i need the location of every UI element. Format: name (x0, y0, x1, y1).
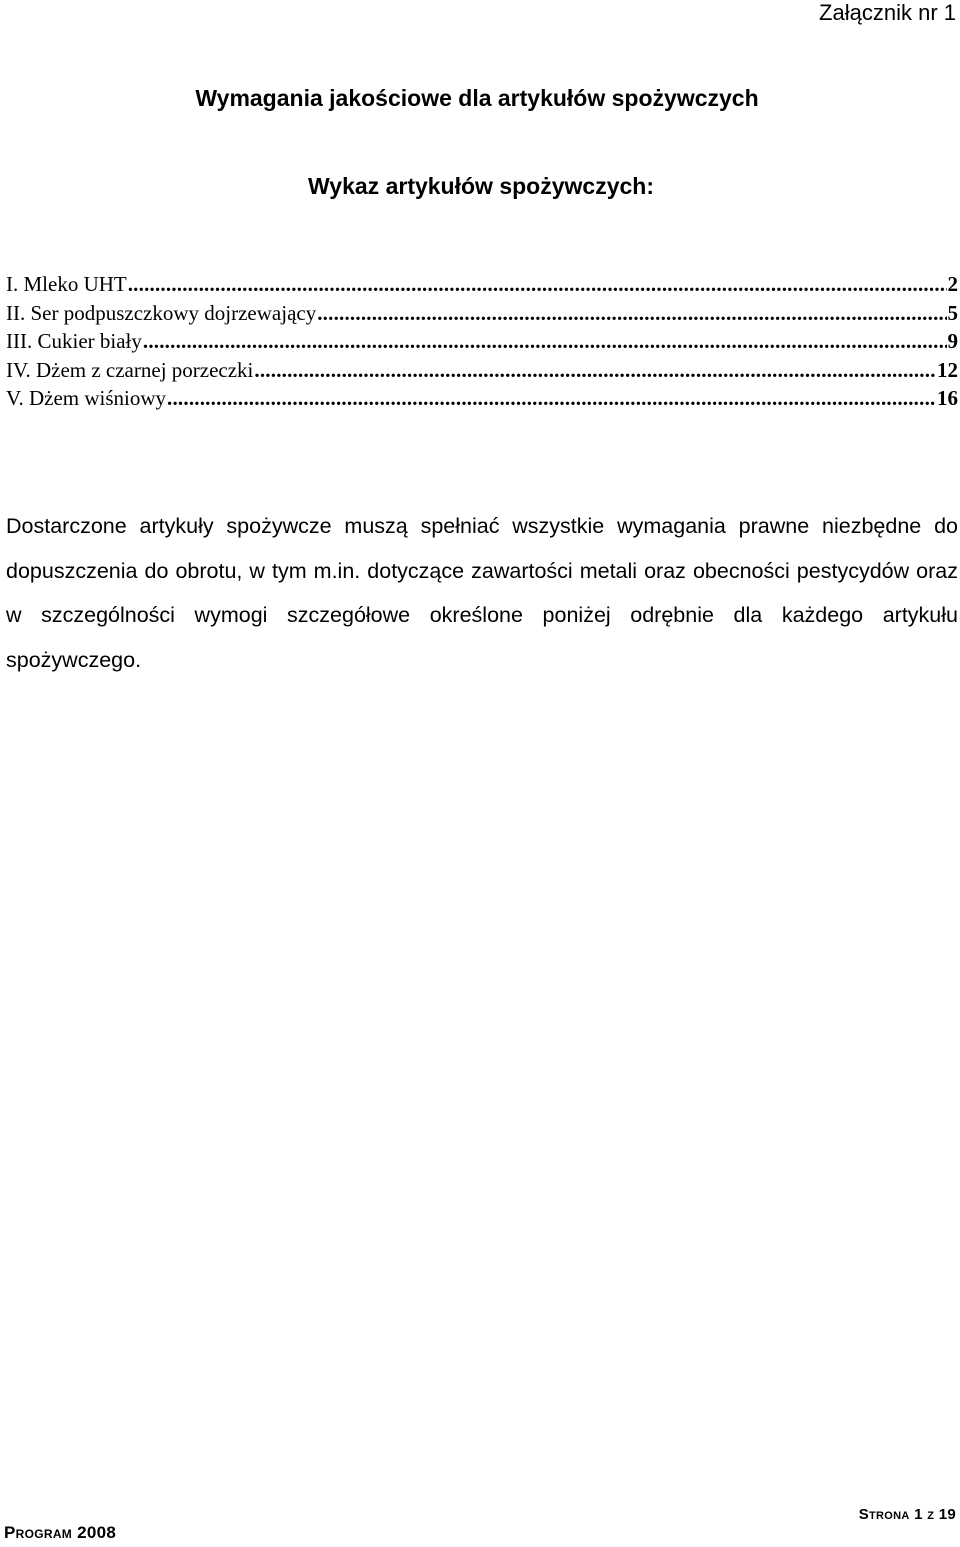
annex-label: Załącznik nr 1 (819, 0, 956, 25)
footer-program: Program 2008 (4, 1523, 117, 1542)
toc-entry[interactable] (6, 270, 958, 298)
toc-entry-label: V. Dżem wiśniowy (6, 386, 167, 410)
document-subtitle: Wykaz artykułów spożywczych: (308, 173, 654, 199)
toc-entry-page: 9 (947, 329, 958, 353)
toc-entry-page: 2 (947, 272, 958, 296)
intro-paragraph: Dostarczone artykuły spożywcze muszą spełniać wszystkie wymagania prawne niezbędne do dopuszczenia do obrotu, w tym m.in. dotyczące zawartości metali oraz obecności pestycydów oraz w szczególności wymogi szczegółowe określone poniżej odrębnie dla każdego artykułu spożywczego. (6, 514, 958, 672)
toc-leader-dots (143, 327, 947, 355)
toc-leader-dots (254, 356, 936, 384)
toc-entry[interactable] (6, 327, 958, 355)
page-number: Strona 1 z 19 (858, 1506, 956, 1523)
toc-entry[interactable] (6, 299, 958, 327)
toc-entry-label: I. Mleko UHT (6, 272, 127, 296)
document-title: Wymagania jakościowe dla artykułów spożywczych (195, 85, 759, 111)
toc-entry-page: 16 (937, 386, 958, 410)
toc-entry-label: II. Ser podpuszczkowy dojrzewający (6, 300, 317, 325)
toc-entry[interactable] (6, 356, 958, 384)
toc-entry-page: 12 (937, 357, 958, 382)
toc-entry-label: III. Cukier biały (6, 329, 142, 353)
toc-leader-dots (317, 299, 946, 327)
toc-entry[interactable] (6, 384, 958, 412)
table-of-contents (6, 270, 958, 413)
toc-leader-dots (128, 270, 947, 298)
toc-entry-page: 5 (947, 300, 958, 325)
toc-entry-label: IV. Dżem z czarnej porzeczki (6, 357, 254, 382)
toc-leader-dots (167, 384, 936, 412)
